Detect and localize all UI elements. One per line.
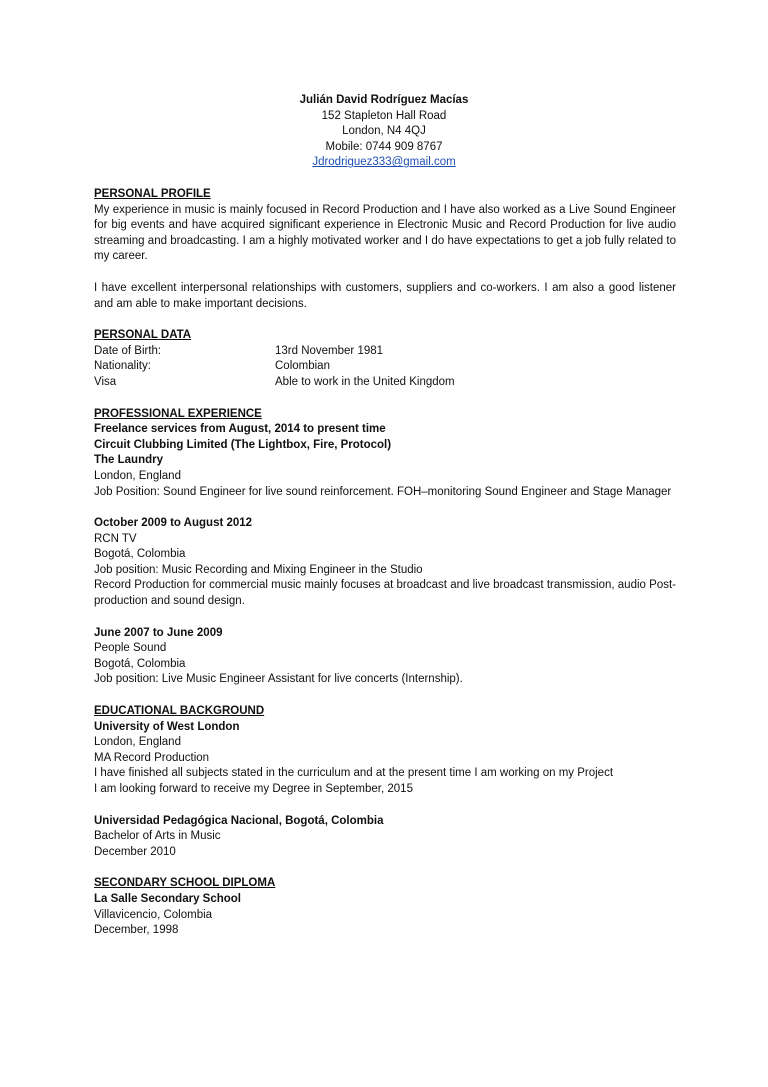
data-label: Nationality: bbox=[94, 360, 151, 373]
job-company: RCN TV bbox=[94, 532, 137, 545]
school-note: I have finished all subjects stated in the curriculum and at the present time I am working on my Project bbox=[94, 767, 614, 780]
city-postcode: London, N4 4QJ bbox=[342, 125, 426, 138]
profile-paragraph-2: I have excellent interpersonal relationships with customers, suppliers and co-workers. I am also a good listener and am able to make important decisions. bbox=[94, 281, 676, 310]
personal-data-row bbox=[94, 359, 676, 375]
education-heading: EDUCATIONAL BACKGROUND bbox=[94, 705, 265, 718]
job-location: London, England bbox=[94, 469, 181, 482]
school-degree: Bachelor of Arts in Music bbox=[94, 830, 221, 843]
school-location: Villavicencio, Colombia bbox=[94, 908, 213, 921]
school-date: December 2010 bbox=[94, 845, 176, 858]
job-description: Record Production for commercial music mainly focuses at broadcast and live broadcast transmission, audio Post-production and sound design. bbox=[94, 579, 676, 608]
resume-body bbox=[94, 187, 676, 939]
data-label: Visa bbox=[94, 375, 117, 388]
mobile-number: Mobile: 0744 909 8767 bbox=[325, 140, 443, 153]
data-value: Colombian bbox=[275, 360, 330, 373]
job-period: June 2007 to June 2009 bbox=[94, 626, 223, 639]
street-address: 152 Stapleton Hall Road bbox=[321, 109, 447, 122]
personal-profile-heading: PERSONAL PROFILE bbox=[94, 188, 211, 200]
school-name: University of West London bbox=[94, 720, 240, 733]
job-company: People Sound bbox=[94, 642, 167, 655]
school-name: Universidad Pedagógica Nacional, Bogotá, Colombia bbox=[94, 814, 384, 827]
personal-data-row bbox=[94, 344, 676, 360]
school-degree: MA Record Production bbox=[94, 751, 210, 764]
job-company: Circuit Clubbing Limited (The Lightbox, Fire, Protocol) bbox=[94, 438, 392, 451]
job-period: Freelance services from August, 2014 to present time bbox=[94, 423, 386, 436]
personal-data-heading: PERSONAL DATA bbox=[94, 329, 192, 342]
email-link[interactable]: Jdrodriguez333@gmail.com bbox=[312, 156, 456, 169]
school-name: La Salle Secondary School bbox=[94, 892, 241, 905]
profile-paragraph-1: My experience in music is mainly focused in Record Production and I have also worked as a Live Sound Engineer for big events and have acquired significant experience in Electronic Music and Record Production for live audio streaming and broadcasting. I am a highly motivated worker and I do have expectations to get a job fully related to my career. bbox=[94, 203, 676, 263]
contact-header bbox=[0, 93, 768, 171]
job-position: Job position: Live Music Engineer Assistant for live concerts (Internship). bbox=[94, 673, 463, 686]
professional-experience-heading: PROFESSIONAL EXPERIENCE bbox=[94, 407, 262, 420]
job-location: Bogotá, Colombia bbox=[94, 548, 186, 561]
candidate-name: Julián David Rodríguez Macías bbox=[299, 94, 469, 106]
school-location: London, England bbox=[94, 736, 181, 749]
job-position: Job Position: Sound Engineer for live sound reinforcement. FOH–monitoring Sound Engineer and Stage Manager bbox=[94, 485, 672, 498]
school-note: I am looking forward to receive my Degree in September, 2015 bbox=[94, 783, 413, 795]
job-period: October 2009 to August 2012 bbox=[94, 517, 253, 530]
job-venue: The Laundry bbox=[94, 454, 164, 467]
personal-data-row bbox=[94, 375, 676, 391]
job-position: Job position: Music Recording and Mixing Engineer in the Studio bbox=[94, 563, 423, 576]
school-date: December, 1998 bbox=[94, 924, 179, 937]
data-value: Able to work in the United Kingdom bbox=[275, 375, 455, 388]
job-location: Bogotá, Colombia bbox=[94, 657, 186, 670]
secondary-school-heading: SECONDARY SCHOOL DIPLOMA bbox=[94, 877, 276, 890]
data-label: Date of Birth: bbox=[94, 344, 162, 357]
data-value: 13rd November 1981 bbox=[275, 344, 384, 357]
